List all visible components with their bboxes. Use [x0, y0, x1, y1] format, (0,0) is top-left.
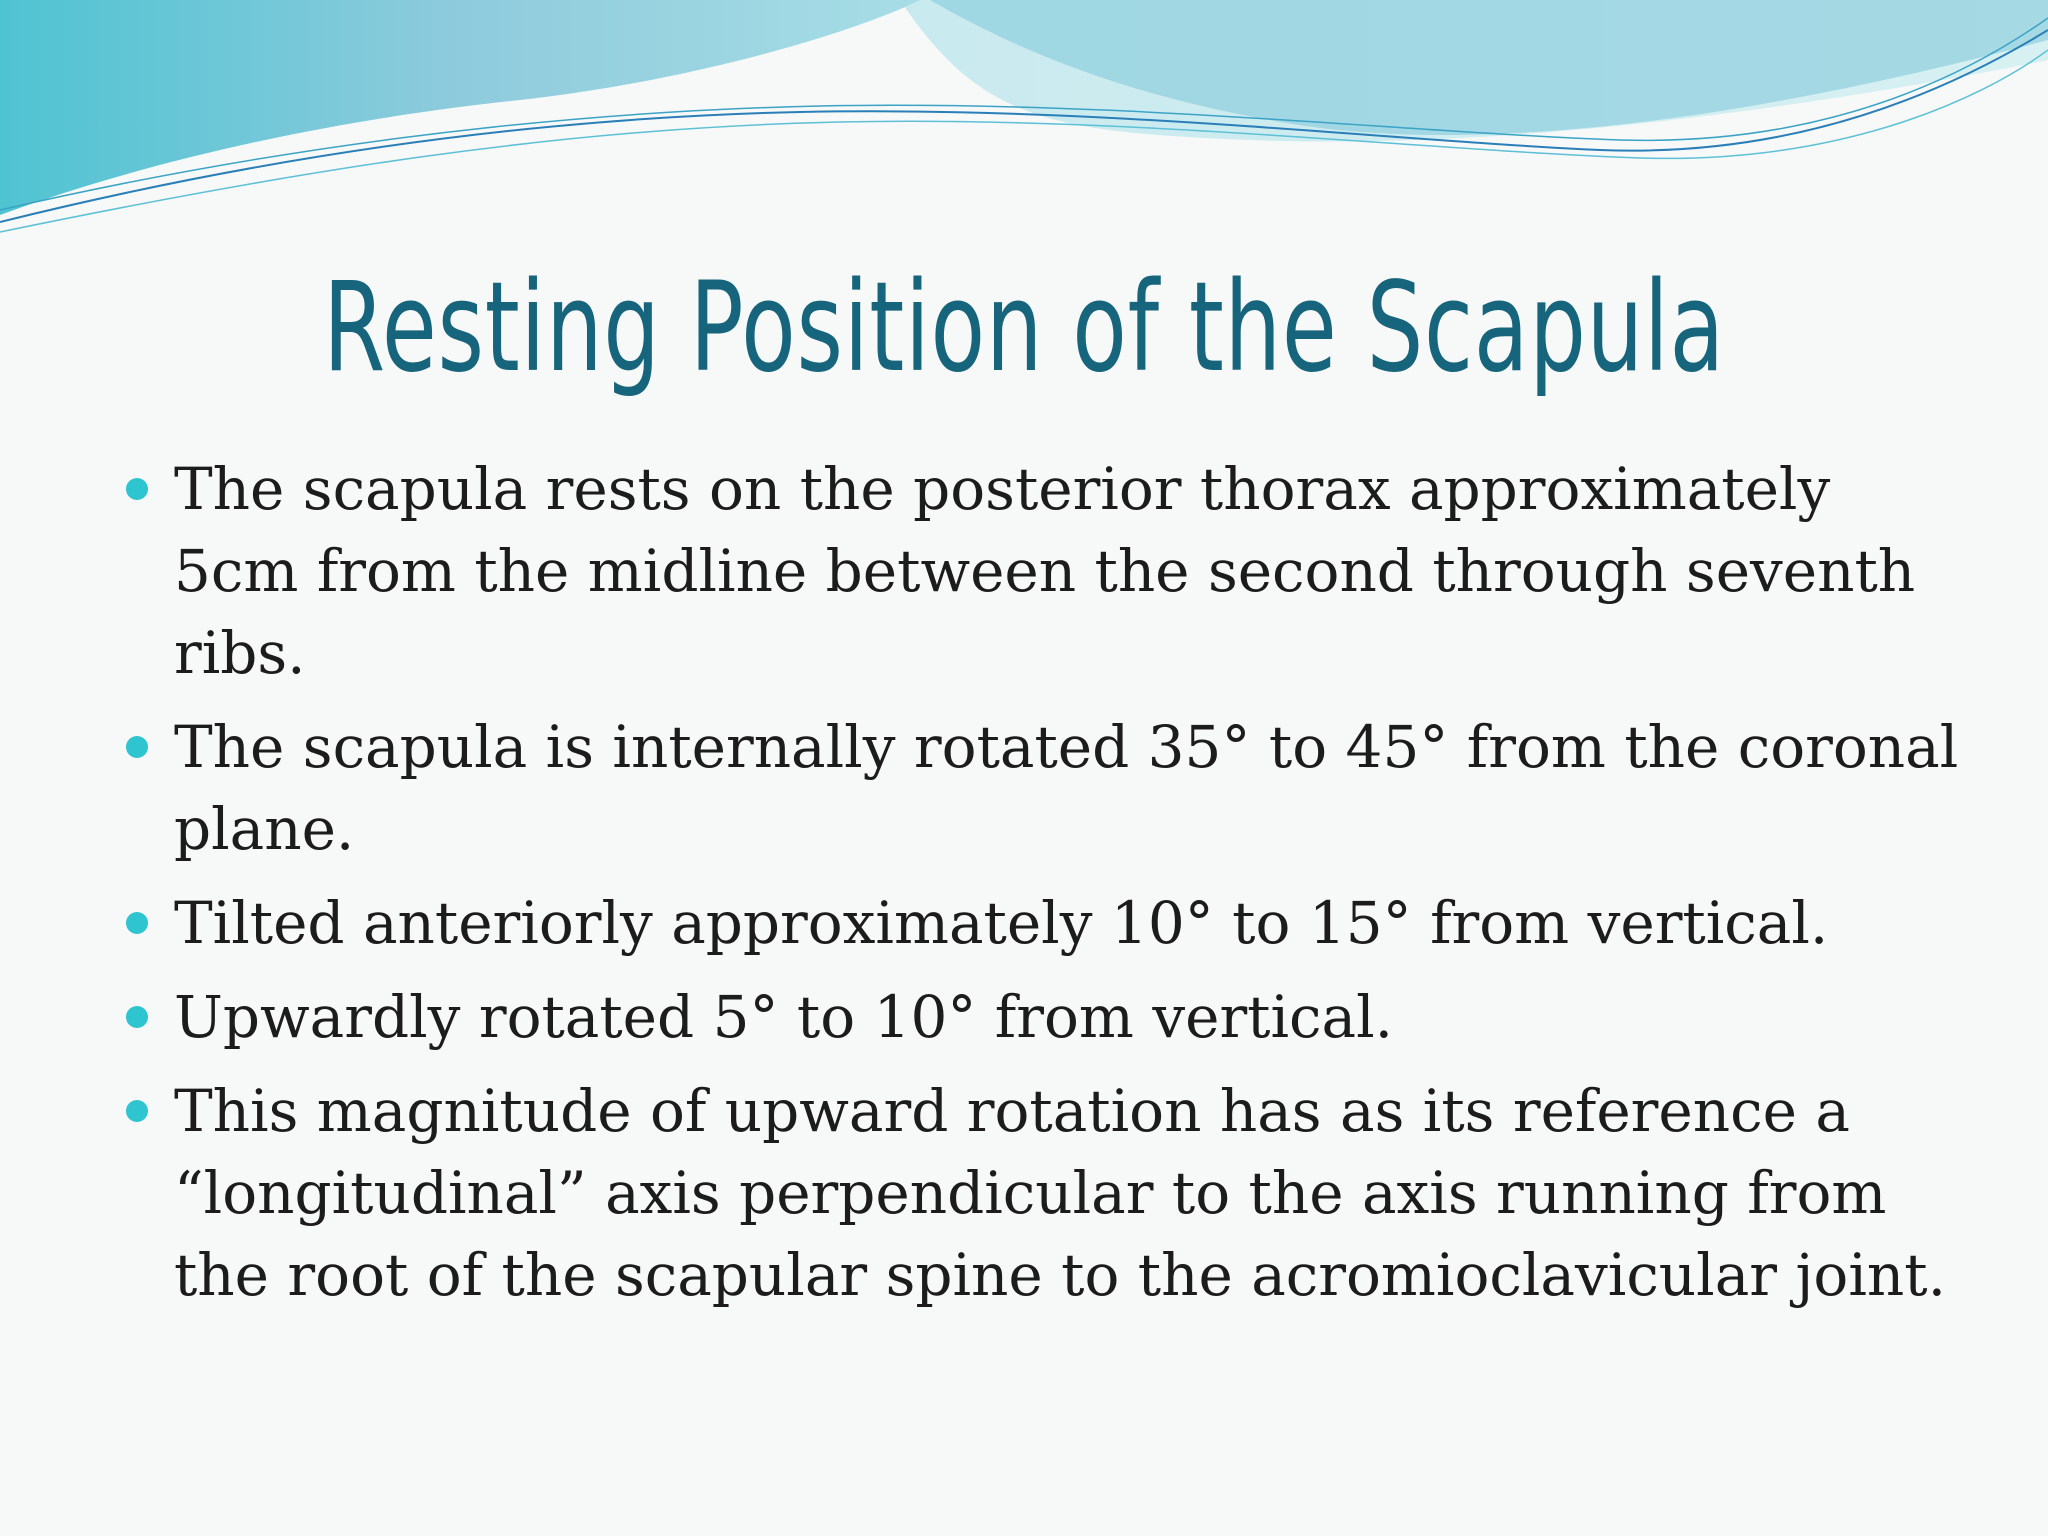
bullet-dot-icon	[126, 1006, 148, 1028]
bullet-dot-icon	[126, 478, 148, 500]
bullet-item	[120, 706, 1960, 870]
wave-header-decoration	[0, 0, 2048, 240]
bullet-item	[120, 1070, 1960, 1316]
bullet-text: The scapula rests on the posterior thorax approximately 5cm from the midline between the second through seventh ribs.	[174, 455, 1916, 687]
bullet-item	[120, 976, 1960, 1058]
bullet-item	[120, 882, 1960, 964]
bullet-dot-icon	[126, 736, 148, 758]
bullet-dot-icon	[126, 912, 148, 934]
bullet-text: Tilted anteriorly approximately 10° to 15° from vertical.	[174, 889, 1829, 957]
slide-title: Resting Position of the Scapula	[323, 256, 1725, 400]
bullet-dot-icon	[126, 1100, 148, 1122]
bullet-text: The scapula is internally rotated 35° to 45° from the coronal plane.	[174, 713, 1959, 863]
bullet-text: Upwardly rotated 5° to 10° from vertical.	[174, 983, 1394, 1051]
bullet-text: This magnitude of upward rotation has as its reference a “longitudinal” axis perpendicular to the axis running from the root of the scapular spine to the acromioclavicular joint.	[174, 1077, 1947, 1309]
bullet-list	[120, 448, 1960, 1328]
bullet-item	[120, 448, 1960, 694]
